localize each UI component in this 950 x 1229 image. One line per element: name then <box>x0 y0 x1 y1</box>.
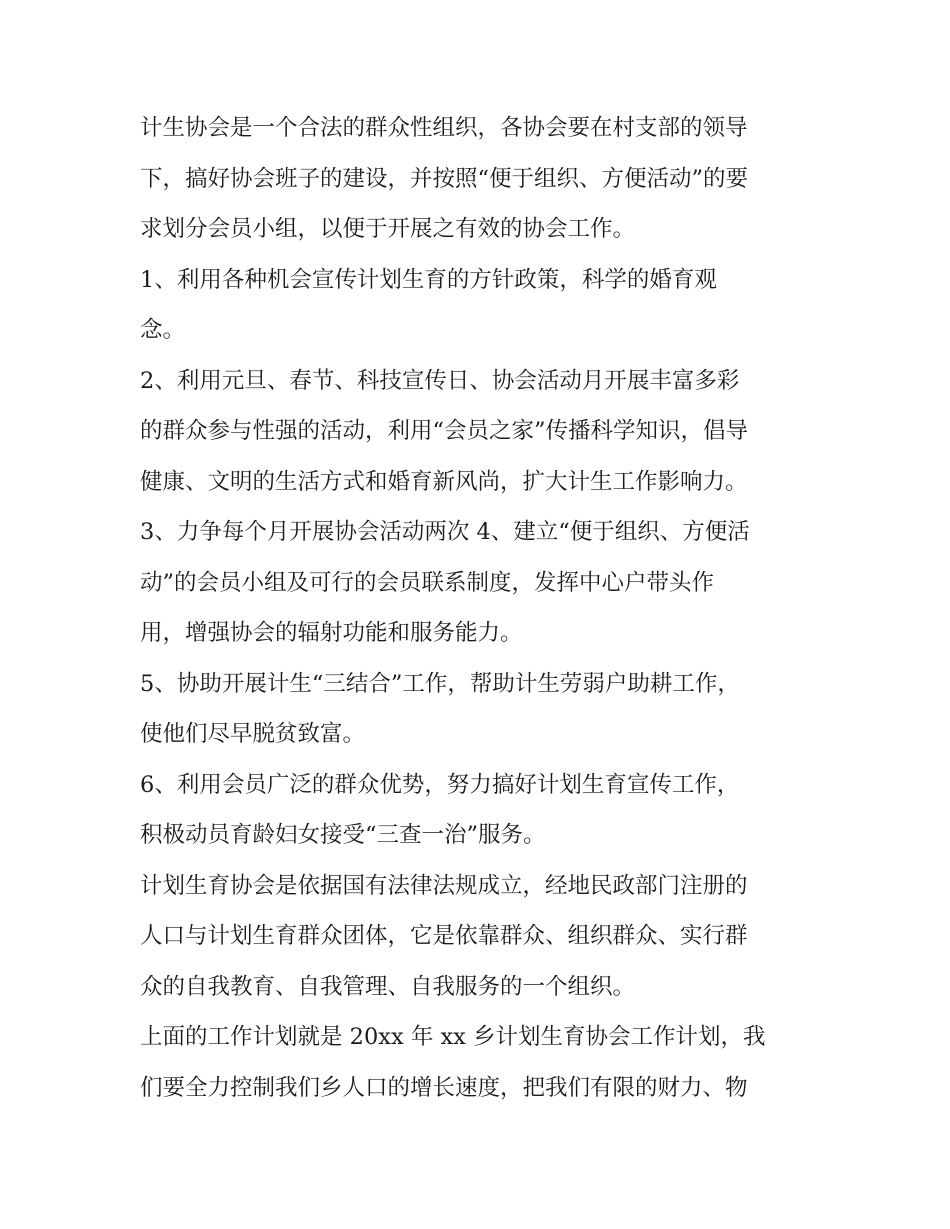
paragraph-conclusion: 上面的工作计划就是 20xx 年 xx 乡计划生育协会工作计划，我 们要全力控制我们乡人口的增长速度，把我们有限的财力、物 <box>140 1024 766 1101</box>
paragraph-item-6: 6、利用会员广泛的群众优势，努力搞好计划生育宣传工作， 积极动员育龄妇女接受“三查一治”服务。 <box>140 771 740 848</box>
document-body <box>140 103 820 1113</box>
paragraph-definition: 计划生育协会是依据国有法律法规成立，经地民政部门注册的 人口与计划生育群众团体，它是依靠群众、组织群众、实行群 众的自我教育、自我管理、自我服务的一个组织。 <box>140 872 748 1000</box>
paragraph-item-2: 2、利用元旦、春节、科技宣传日、协会活动月开展丰富多彩 的群众参与性强的活动，利用“会员之家”传播科学知识，倡导 健康、文明的生活方式和婚育新风尚，扩大计生工作影响力。 <box>140 367 749 495</box>
paragraph-item-3-4: 3、力争每个月开展协会活动两次 4、建立“便于组织、方便活 动”的会员小组及可行的会员联系制度，发挥中心户带头作 用，增强协会的辐射功能和服务能力。 <box>140 519 750 646</box>
paragraph-item-1: 1、利用各种机会宣传计划生育的方针政策，科学的婚育观 念。 <box>140 266 717 343</box>
paragraph-intro: 计生协会是一个合法的群众性组织，各协会要在村支部的领导 下，搞好协会班子的建设，并按照“便于组织、方便活动”的要 求划分会员小组，以便于开展之有效的协会工作。 <box>140 115 749 242</box>
paragraph-item-5: 5、协助开展计生“三结合”工作，帮助计生劳弱户助耕工作， 使他们尽早脱贫致富。 <box>140 670 740 747</box>
